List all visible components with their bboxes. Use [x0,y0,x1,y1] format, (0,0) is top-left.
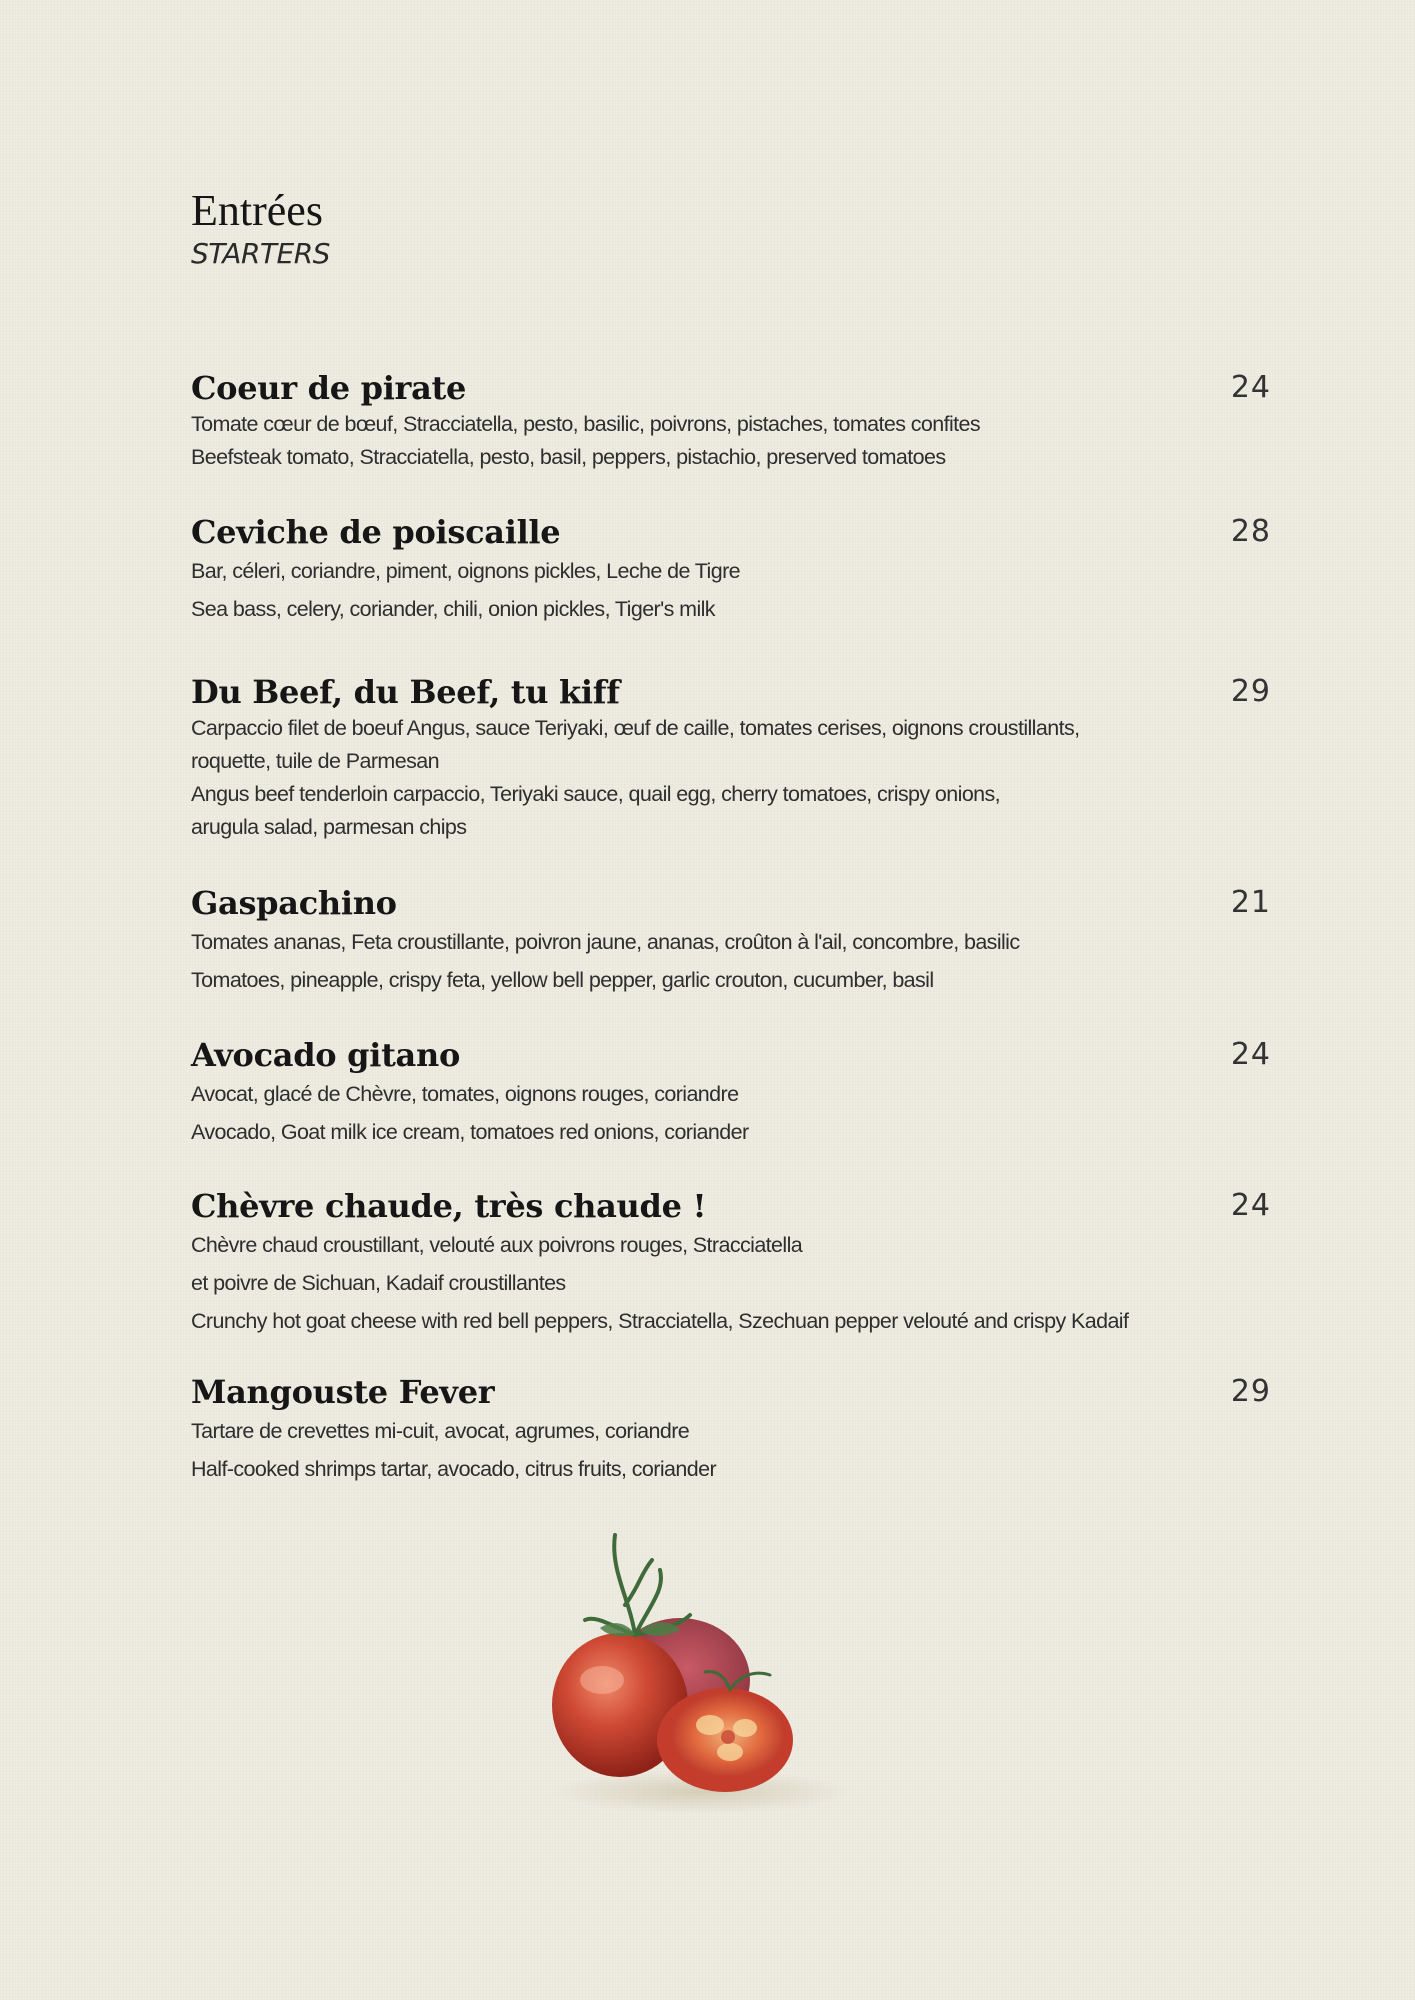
item-name: Coeur de pirate [191,369,467,407]
menu-item [191,883,1271,999]
item-description-fr: Tomate cœur de bœuf, Stracciatella, pesto, basilic, poivrons, pistaches, tomates confites [191,412,981,436]
menu-item [191,512,1271,628]
item-price: 29 [1230,674,1271,709]
item-description-en: Crunchy hot goat cheese with red bell peppers, Stracciatella, Szechuan pepper velouté and crispy Kadaif [191,1309,1129,1333]
item-description-en: arugula salad, parmesan chips [191,815,467,839]
item-name: Ceviche de poiscaille [191,513,561,551]
item-description-fr: Bar, céleri, coriandre, piment, oignons pickles, Leche de Tigre [191,559,740,583]
menu-item [191,1372,1271,1488]
menu-item [191,672,1271,844]
item-name: Chèvre chaude, très chaude ! [191,1187,707,1225]
item-name: Avocado gitano [191,1036,461,1074]
item-price: 21 [1230,885,1271,920]
item-description-en: Half-cooked shrimps tartar, avocado, citrus fruits, coriander [191,1457,717,1481]
item-description-fr: Carpaccio filet de boeuf Angus, sauce Teriyaki, œuf de caille, tomates cerises, oignons croustillants, [191,716,1080,740]
item-price: 24 [1230,1037,1271,1072]
menu-item [191,1035,1271,1151]
item-price: 28 [1230,514,1271,549]
item-description-fr: roquette, tuile de Parmesan [191,749,439,773]
item-name: Mangouste Fever [191,1373,495,1411]
menu-section-header [191,185,330,271]
menu-item [191,368,1271,474]
item-description-en: Sea bass, celery, coriander, chili, onion pickles, Tiger's milk [191,597,715,621]
item-name: Gaspachino [191,884,397,922]
item-price: 24 [1230,370,1271,405]
menu-item [191,1186,1271,1340]
item-description-fr: et poivre de Sichuan, Kadaif croustillantes [191,1271,566,1295]
item-price: 29 [1230,1374,1271,1409]
item-description-fr: Chèvre chaud croustillant, velouté aux poivrons rouges, Stracciatella [191,1233,803,1257]
item-description-en: Tomatoes, pineapple, crispy feta, yellow bell pepper, garlic crouton, cucumber, basil [191,968,934,992]
item-description-en: Beefsteak tomato, Stracciatella, pesto, basil, peppers, pistachio, preserved tomatoes [191,445,946,469]
section-subtitle: STARTERS [191,237,330,270]
item-description-fr: Tartare de crevettes mi-cuit, avocat, agrumes, coriandre [191,1419,690,1443]
item-description-en: Avocado, Goat milk ice cream, tomatoes red onions, coriander [191,1120,749,1144]
item-description-en: Angus beef tenderloin carpaccio, Teriyaki sauce, quail egg, cherry tomatoes, crispy onions, [191,782,1001,806]
item-description-fr: Tomates ananas, Feta croustillante, poivron jaune, ananas, croûton à l'ail, concombre, basilic [191,930,1020,954]
tomato-watercolor-icon [540,1530,860,1830]
item-price: 24 [1230,1188,1271,1223]
item-description-fr: Avocat, glacé de Chèvre, tomates, oignons rouges, coriandre [191,1082,739,1106]
section-title: Entrées [191,186,323,235]
item-name: Du Beef, du Beef, tu kiff [191,673,620,711]
